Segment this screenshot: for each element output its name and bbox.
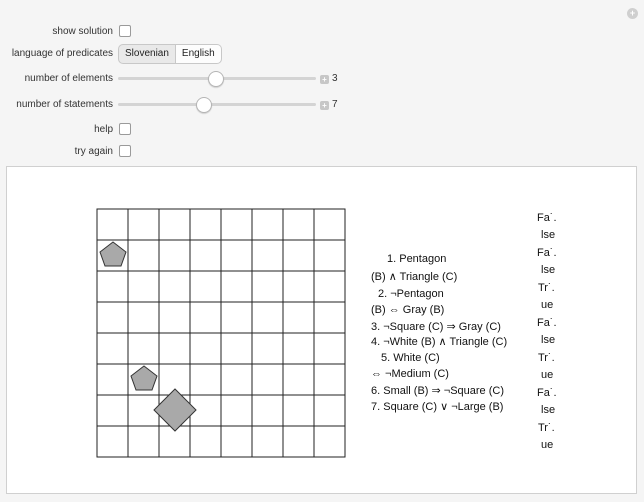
show-solution-label: show solution <box>52 26 113 37</box>
truth-value: Tr˙. <box>538 352 555 364</box>
statements-slider-thumb[interactable] <box>196 97 212 113</box>
language-option-slovenian[interactable]: Slovenian <box>118 44 176 64</box>
statement-line: 7. Square (C) ∨ ¬Large (B) <box>371 401 504 413</box>
statement-line: 5. White (C) <box>381 352 440 364</box>
statement-line: ⇔ ¬Medium (C) <box>371 368 449 380</box>
language-label: language of predicates <box>11 48 113 59</box>
truth-value: Tr˙. <box>538 422 555 434</box>
number-of-elements-label: number of elements <box>24 73 113 84</box>
statements-value: 7 <box>332 99 338 110</box>
language-option-english[interactable]: English <box>176 44 222 64</box>
truth-value: ue <box>541 369 554 381</box>
try-again-label: try again <box>74 146 113 157</box>
truth-value: Fa˙. <box>537 247 557 259</box>
try-again-checkbox[interactable] <box>119 145 131 157</box>
elements-plus-icon[interactable]: + <box>320 75 329 84</box>
plus-corner-icon[interactable]: + <box>627 8 638 19</box>
truth-value: Fa˙. <box>537 212 557 224</box>
truth-value: lse <box>541 404 556 416</box>
truth-value: Fa˙. <box>537 317 557 329</box>
statement-line: (B) ⇔ Gray (B) <box>371 304 445 316</box>
truth-value: lse <box>541 264 556 276</box>
help-checkbox[interactable] <box>119 123 131 135</box>
statement-line: 4. ¬White (B) ∧ Triangle (C) <box>371 336 508 348</box>
pentagon-shape <box>100 242 126 266</box>
truth-value: ue <box>541 439 554 451</box>
truth-value: lse <box>541 229 556 241</box>
language-segmented-control <box>118 44 222 64</box>
statement-line: 1. Pentagon <box>387 253 447 265</box>
grid <box>97 209 345 457</box>
elements-value: 3 <box>332 73 338 84</box>
statement-line: 2. ¬Pentagon <box>378 288 444 300</box>
pentagon-shape-small <box>131 366 157 390</box>
show-solution-checkbox[interactable] <box>119 25 131 37</box>
truth-value: ue <box>541 299 554 311</box>
statements-plus-icon[interactable]: + <box>320 101 329 110</box>
truth-value: Fa˙. <box>537 387 557 399</box>
number-of-statements-label: number of statements <box>16 99 113 110</box>
statements-slider-track[interactable] <box>118 103 316 106</box>
help-label: help <box>94 124 113 135</box>
truth-value: Tr˙. <box>538 282 555 294</box>
statement-line: 6. Small (B) ⇒ ¬Square (C) <box>371 385 505 397</box>
truth-value: lse <box>541 334 556 346</box>
world-panel <box>6 166 637 494</box>
statement-line: 3. ¬Square (C) ⇒ Gray (C) <box>371 321 501 333</box>
elements-slider-thumb[interactable] <box>208 71 224 87</box>
statement-line: (B) ∧ Triangle (C) <box>371 271 458 283</box>
